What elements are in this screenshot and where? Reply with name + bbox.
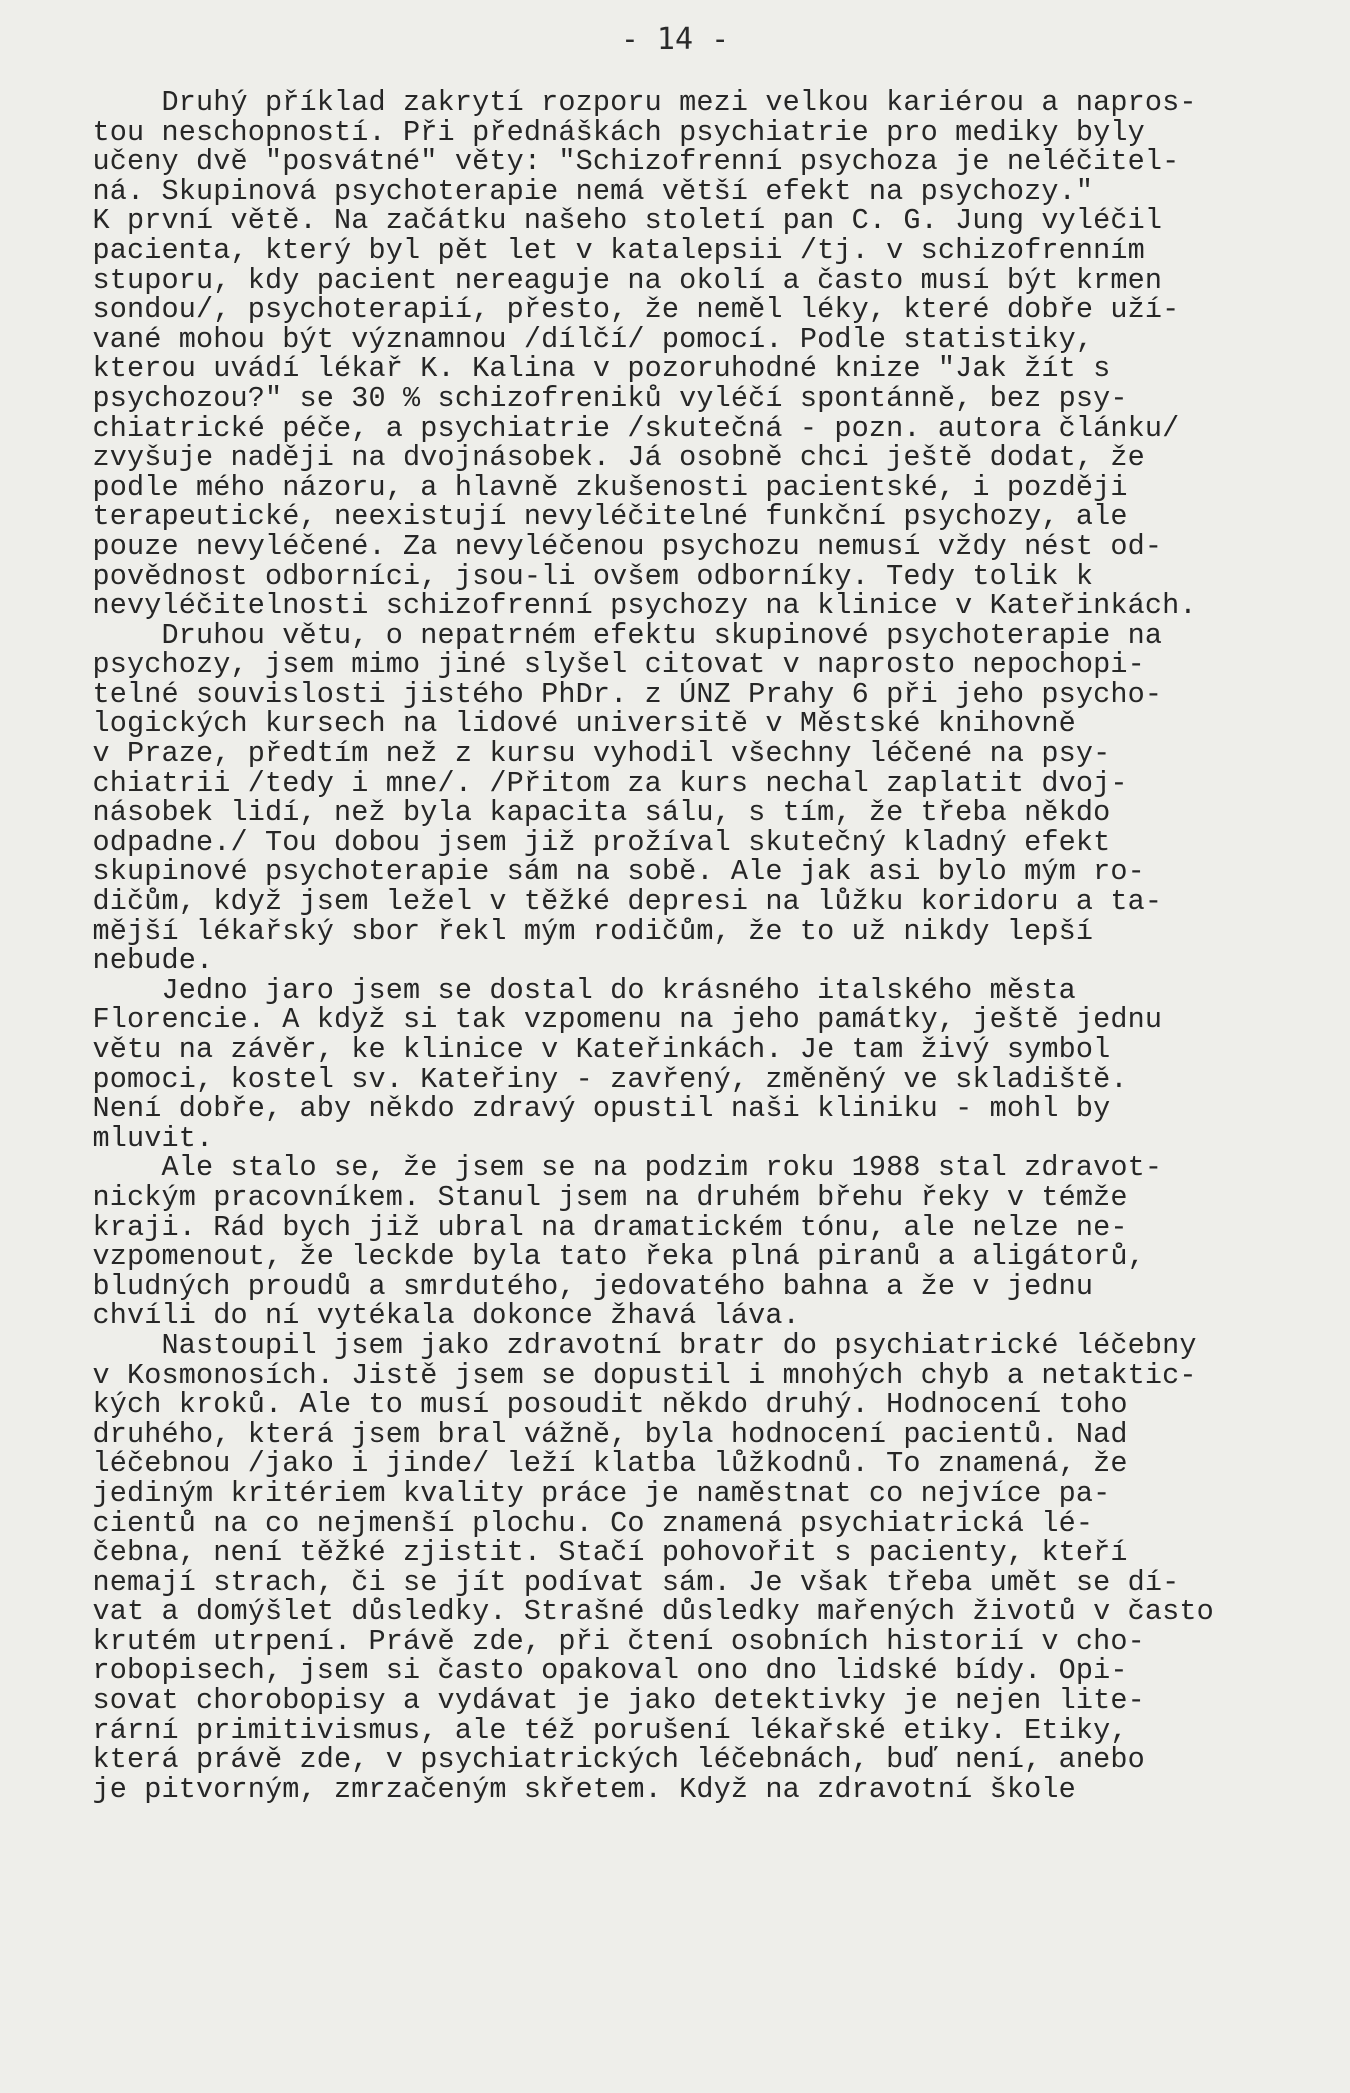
text-line: vané mohou být významnou /dílčí/ pomocí. Podle statistiky,	[58, 322, 1094, 356]
text-line: Jedno jaro jsem se dostal do krásného italského města	[58, 973, 1076, 1007]
text-line: větu na závěr, ke klinice v Kateřinkách. Je tam živý symbol	[58, 1033, 1111, 1066]
text-line: chvíli do ní vytékala dokonce žhavá láva.	[58, 1299, 800, 1333]
text-line: bludných proudů a smrdutého, jedovatého bahna a že v jednu	[58, 1269, 1094, 1303]
text-line: chiatrii /tedy i mne/. /Přitom za kurs nechal zaplatit dvoj-	[58, 766, 1128, 800]
text-line: stuporu, kdy pacient nereaguje na okolí a často musí být krmen	[58, 263, 1163, 297]
text-line: krutém utrpení. Právě zde, při čtení osobních historií v cho-	[58, 1624, 1145, 1658]
text-line: Nastoupil jsem jako zdravotní bratr do psychiatrické léčebny	[58, 1328, 1197, 1362]
text-line: mější lékařský sbor řekl mým rodičům, že to už nikdy lepší	[58, 914, 1094, 948]
text-line: povědnost odborníci, jsou-li ovšem odborníky. Tedy tolik k	[58, 559, 1094, 593]
text-line: je pitvorným, zmrzačeným skřetem. Když na zdravotní škole	[58, 1772, 1076, 1806]
text-line: mluvit.	[58, 1121, 214, 1155]
body-text	[58, 88, 1298, 1804]
text-line: vat a domýšlet důsledky. Strašné důsledky mařených životů v často	[58, 1595, 1214, 1629]
text-line: nevyléčitelnosti schizofrenní psychozy na klinice v Kateřinkách.	[58, 589, 1197, 623]
text-line: nebude.	[58, 944, 214, 978]
text-line: sovat chorobopisy a vydávat je jako detektivky je nejen lite-	[58, 1684, 1145, 1718]
text-line: v Kosmonosích. Jistě jsem se dopustil i mnohých chyb a netaktic-	[58, 1358, 1197, 1392]
text-line: telné souvislosti jistého PhDr. z ÚNZ Prahy 6 při jeho psycho-	[58, 677, 1163, 711]
text-line: která právě zde, v psychiatrických léčebnách, buď není, anebo	[58, 1743, 1145, 1777]
text-line: druhého, která jsem bral vážně, byla hodnocení pacientů. Nad	[58, 1417, 1128, 1451]
text-line: logických kursech na lidové universitě v Městské knihovně	[58, 707, 1076, 741]
text-line: ná. Skupinová psychoterapie nemá větší efekt na psychozy."	[58, 174, 1094, 208]
text-line: vzpomenout, že leckde byla tato řeka plná piranů a aligátorů,	[58, 1240, 1145, 1274]
text-line: v Praze, předtím než z kursu vyhodil všechny léčené na psy-	[58, 737, 1111, 771]
text-line: K první větě. Na začátku našeho století pan C. G. Jung vyléčil	[58, 204, 1163, 238]
text-line: rární primitivismus, ale též porušení lékařské etiky. Etiky,	[58, 1713, 1128, 1747]
text-line: sondou/, psychoterapií, přesto, že neměl léky, které dobře uží-	[58, 293, 1180, 327]
text-line: Není dobře, aby někdo zdravý opustil naši kliniku - mohl by	[58, 1092, 1111, 1126]
text-line: Florencie. A když si tak vzpomenu na jeho památky, ještě jednu	[58, 1003, 1163, 1037]
text-line: násobek lidí, než byla kapacita sálu, s tím, že třeba někdo	[58, 796, 1111, 830]
text-line: Druhou větu, o nepatrném efektu skupinové psychoterapie na	[58, 618, 1163, 652]
text-line: Ale stalo se, že jsem se na podzim roku 1988 stal zdravot-	[58, 1151, 1163, 1185]
text-line: psychozou?" se 30 % schizofreniků vyléčí spontánně, bez psy-	[58, 381, 1128, 415]
text-line: léčebnou /jako i jinde/ leží klatba lůžkodnů. To znamená, že	[58, 1447, 1128, 1481]
text-line: Druhý příklad zakrytí rozporu mezi velkou kariérou a napros-	[58, 86, 1197, 119]
text-line: chiatrické péče, a psychiatrie /skutečná - pozn. autora článku/	[58, 411, 1180, 445]
text-line: kraji. Rád bych již ubral na dramatickém tónu, ale nelze ne-	[58, 1210, 1128, 1244]
text-line: pouze nevyléčené. Za nevyléčenou psychozu nemusí vždy nést od-	[58, 529, 1163, 563]
text-line: odpadne./ Tou dobou jsem již prožíval skutečný kladný efekt	[58, 825, 1111, 859]
text-line: kterou uvádí lékař K. Kalina v pozoruhodné knize "Jak žít s	[58, 352, 1111, 386]
text-line: kých kroků. Ale to musí posoudit někdo druhý. Hodnocení toho	[58, 1388, 1128, 1422]
text-line: terapeutické, neexistují nevyléčitelné funkční psychozy, ale	[58, 500, 1128, 534]
text-line: cientů na co nejmenší plochu. Co znamená psychiatrická lé-	[58, 1506, 1094, 1540]
text-line: nemají strach, či se jít podívat sám. Je však třeba umět se dí-	[58, 1565, 1180, 1599]
text-line: skupinové psychoterapie sám na sobě. Ale jak asi bylo mým ro-	[58, 855, 1145, 889]
text-line: učeny dvě "posvátné" věty: "Schizofrenní psychoza je neléčitel-	[58, 145, 1180, 179]
text-line: robopisech, jsem si často opakoval ono dno lidské bídy. Opi-	[58, 1654, 1128, 1688]
text-line: pomoci, kostel sv. Kateřiny - zavřený, změněný ve skladiště.	[58, 1062, 1128, 1096]
text-line: jediným kritériem kvality práce je naměstnat co nejvíce pa-	[58, 1476, 1111, 1510]
text-line: nickým pracovníkem. Stanul jsem na druhém břehu řeky v témže	[58, 1180, 1128, 1214]
page-number: - 14 -	[620, 22, 730, 57]
text-line: pacienta, který byl pět let v katalepsii /tj. v schizofrenním	[58, 233, 1145, 267]
text-line: čebna, není těžké zjistit. Stačí pohovořit s pacienty, kteří	[58, 1536, 1128, 1570]
text-line: tou neschopností. Při přednáškách psychiatrie pro mediky byly	[58, 115, 1145, 149]
text-line: podle mého názoru, a hlavně zkušenosti pacientské, i později	[58, 470, 1128, 504]
text-line: zvyšuje naději na dvojnásobek. Já osobně chci ještě dodat, že	[58, 441, 1145, 475]
text-line: psychozy, jsem mimo jiné slyšel citovat v naprosto nepochopi-	[58, 648, 1145, 682]
text-line: dičům, když jsem ležel v těžké depresi na lůžku koridoru a ta-	[58, 885, 1163, 919]
